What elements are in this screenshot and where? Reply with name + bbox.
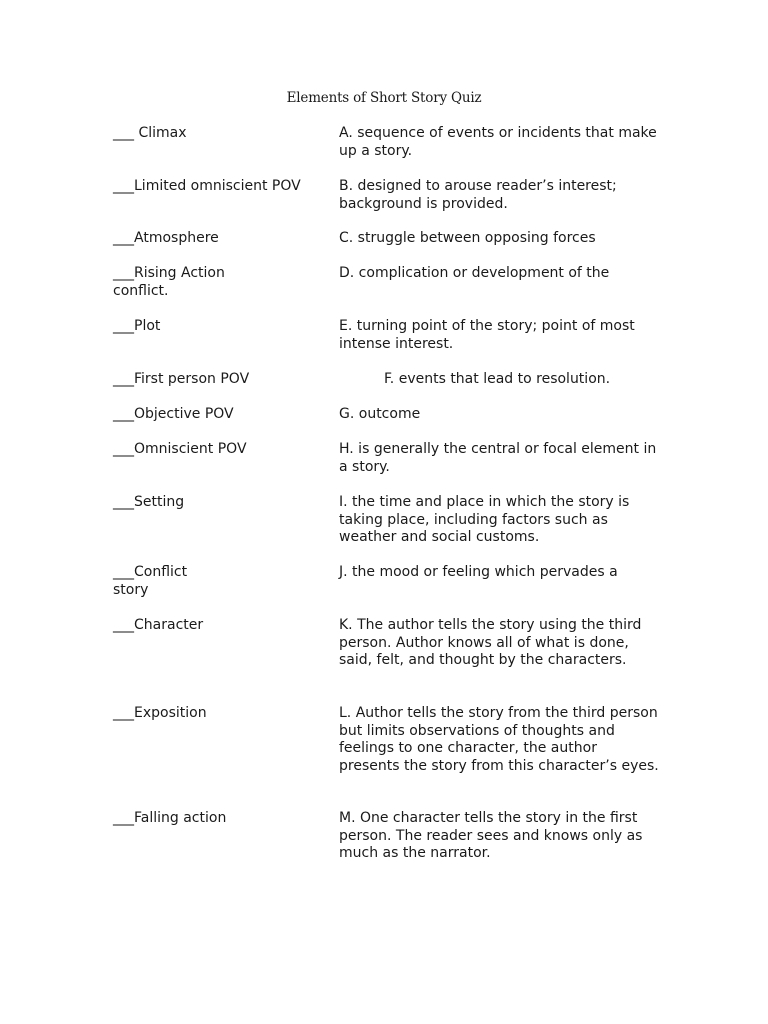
term-text: ___Setting: [113, 494, 185, 510]
quiz-definition: C. struggle between opposing forces: [339, 230, 596, 246]
term-text: ___Rising Action: [113, 265, 225, 281]
quiz-term: [113, 178, 328, 196]
term-text: ___Falling action: [113, 810, 227, 826]
quiz-definition: F. events that lead to resolution.: [384, 371, 611, 387]
quiz-definition: H. is generally the central or focal element in a story.: [339, 441, 657, 475]
quiz-term: [113, 125, 328, 143]
term-text: ___ Climax: [113, 125, 187, 141]
quiz-term: [113, 371, 328, 389]
term-text: ___Atmosphere: [113, 230, 219, 246]
quiz-definition: G. outcome: [339, 406, 421, 422]
quiz-term: [113, 494, 328, 512]
term-continuation: conflict.: [113, 283, 169, 299]
quiz-term: [113, 265, 328, 283]
quiz-term: [113, 230, 328, 248]
term-text: ___Character: [113, 617, 204, 633]
term-text: ___Plot: [113, 318, 161, 334]
quiz-definition: M. One character tells the story in the first person. The reader sees and knows only as much as the narrator.: [339, 810, 643, 862]
quiz-term: [113, 318, 328, 336]
term-continuation: story: [113, 582, 149, 598]
quiz-definition: A. sequence of events or incidents that make up a story.: [339, 125, 657, 159]
quiz-term: [113, 564, 328, 582]
page-title: Elements of Short Story Quiz: [286, 90, 482, 106]
quiz-term: [113, 441, 328, 459]
term-text: ___Conflict: [113, 564, 188, 580]
quiz-definition: B. designed to arouse reader’s interest; background is provided.: [339, 178, 617, 212]
quiz-definition: E. turning point of the story; point of most intense interest.: [339, 318, 635, 352]
term-text: ___First person POV: [113, 371, 250, 387]
term-text: ___Exposition: [113, 705, 207, 721]
quiz-definition: L. Author tells the story from the third person but limits observations of thoughts and feelings to one character, the author presents the story from this character’s eyes.: [339, 705, 659, 774]
term-text: ___Objective POV: [113, 406, 234, 422]
quiz-definition: K. The author tells the story using the third person. Author knows all of what is done, said, felt, and thought by the characters.: [339, 617, 642, 669]
quiz-term: [113, 617, 328, 635]
term-text: ___Omniscient POV: [113, 441, 247, 457]
quiz-term: [113, 406, 328, 424]
quiz-definition: D. complication or development of the: [339, 265, 610, 281]
quiz-definition: I. the time and place in which the story is taking place, including factors such as weather and social customs.: [339, 494, 630, 546]
quiz-term: [113, 810, 328, 828]
term-text: ___Limited omniscient POV: [113, 178, 301, 194]
quiz-term: [113, 705, 328, 723]
quiz-definition: J. the mood or feeling which pervades a: [339, 564, 618, 580]
